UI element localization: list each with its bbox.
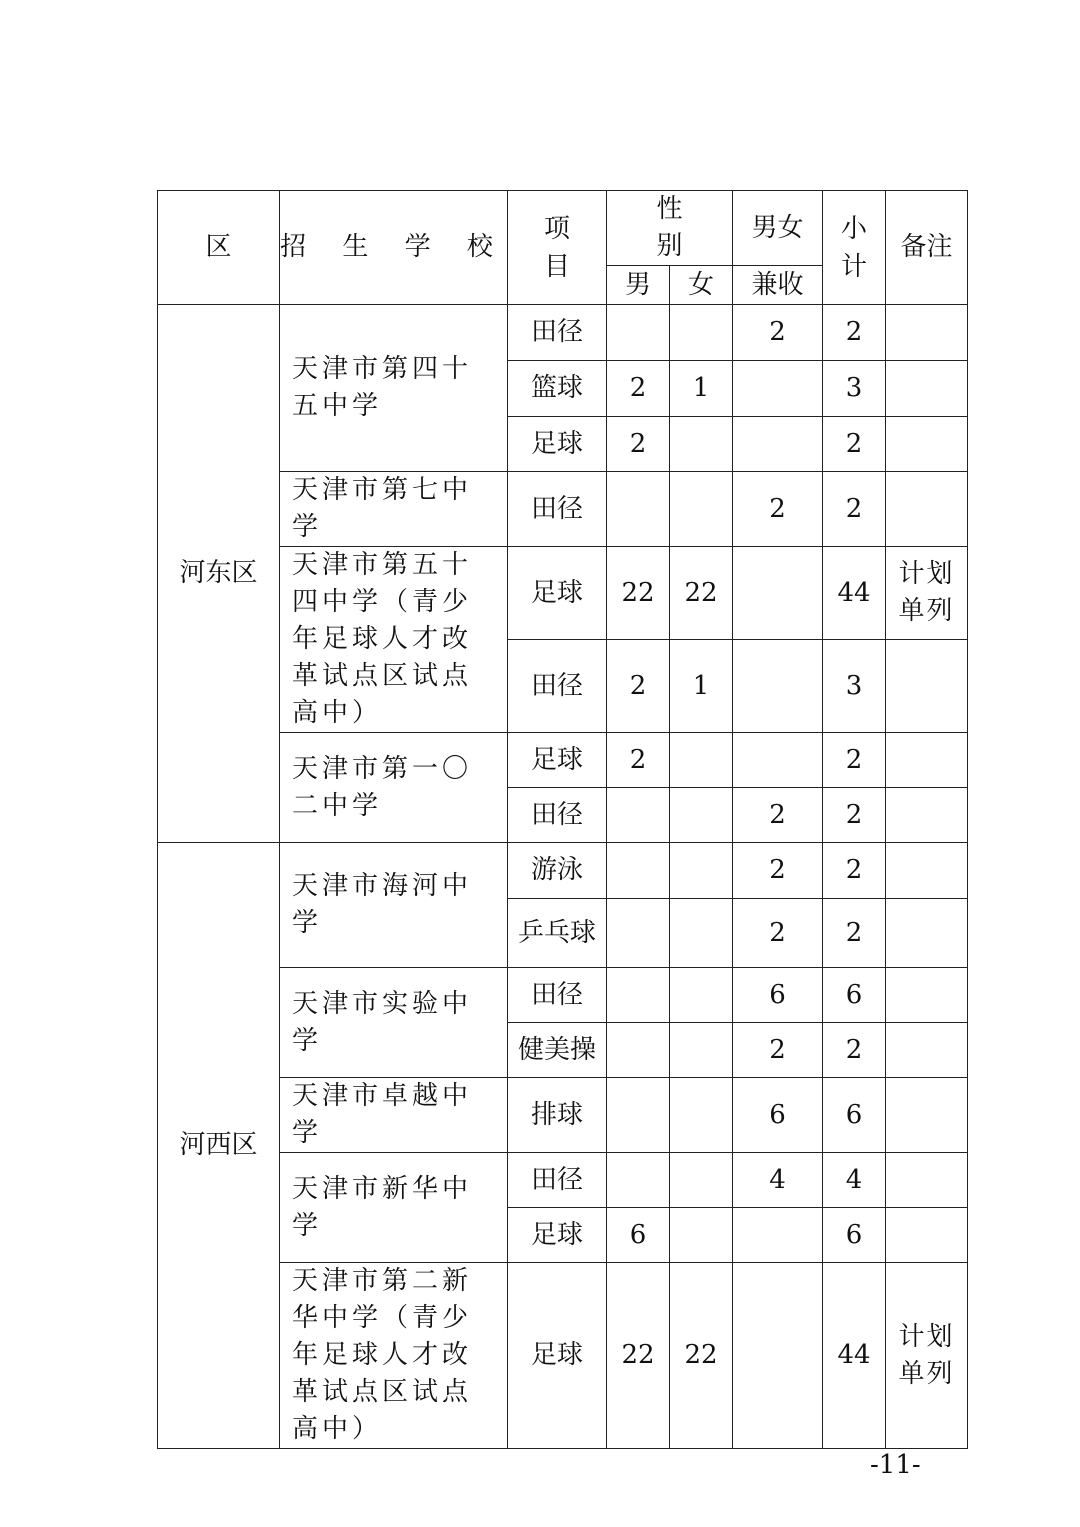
sport-cell: 篮球 [508,361,607,417]
male-cell [607,788,670,843]
note-cell [886,1023,968,1078]
subtotal-cell: 3 [823,640,886,733]
school-header: 招 生 学 校 [280,191,508,305]
note-cell [886,305,968,361]
male-cell: 2 [607,361,670,417]
subtotal-cell: 2 [823,472,886,547]
school-cell: 天津市卓越中学 [280,1078,508,1153]
mixed-cell [733,1208,823,1263]
female-header: 女 [670,266,733,305]
female-cell [670,1023,733,1078]
page-number: -11- [870,1450,921,1480]
district-cell: 河东区 [158,305,280,843]
note-cell [886,899,968,968]
mixed-cell [733,417,823,472]
note-cell [886,733,968,788]
table-row [158,472,968,547]
note-cell [886,472,968,547]
gender-header: 性 别 [607,191,733,266]
sport-cell: 足球 [508,1208,607,1263]
female-cell: 1 [670,640,733,733]
note-cell [886,417,968,472]
female-cell [670,1208,733,1263]
male-cell [607,1023,670,1078]
subtotal-cell: 44 [823,547,886,640]
sport-cell: 足球 [508,733,607,788]
subtotal-cell: 2 [823,899,886,968]
mixed-cell: 2 [733,788,823,843]
school-cell: 天津市海河中学 [280,843,508,968]
note-cell [886,968,968,1023]
district-cell: 河西区 [158,843,280,1449]
sport-cell: 田径 [508,305,607,361]
sport-cell: 田径 [508,788,607,843]
subtotal-cell: 44 [823,1263,886,1449]
subtotal-cell: 2 [823,788,886,843]
mixed-cell: 6 [733,1078,823,1153]
note-cell [886,1153,968,1208]
table-row [158,968,968,1023]
mixed-cell: 2 [733,843,823,899]
table-row [158,1153,968,1208]
mixed-cell: 2 [733,305,823,361]
sport-cell: 足球 [508,1263,607,1449]
subtotal-cell: 6 [823,1078,886,1153]
female-cell: 22 [670,547,733,640]
male-cell [607,305,670,361]
female-cell: 22 [670,1263,733,1449]
mixed-cell [733,547,823,640]
note-cell [886,1208,968,1263]
mixed-cell: 6 [733,968,823,1023]
school-cell: 天津市第一〇二中学 [280,733,508,843]
table-row [158,733,968,788]
sport-cell: 田径 [508,1153,607,1208]
table-row [158,1263,968,1449]
subtotal-cell: 2 [823,843,886,899]
sport-header [508,191,607,305]
sport-cell: 排球 [508,1078,607,1153]
enrollment-table [157,190,968,1449]
mixed-cell [733,640,823,733]
district-header: 区 [158,191,280,305]
subtotal-header-line1: 小 [841,213,868,244]
sport-cell: 健美操 [508,1023,607,1078]
female-cell [670,968,733,1023]
mixed-cell: 4 [733,1153,823,1208]
school-cell: 天津市新华中学 [280,1153,508,1263]
sport-cell: 足球 [508,547,607,640]
sport-cell: 田径 [508,640,607,733]
note-header: 备注 [886,191,968,305]
note-cell [886,843,968,899]
mixed-cell: 2 [733,899,823,968]
sport-header-line1: 项 [543,213,570,244]
note-cell [886,788,968,843]
subtotal-cell: 2 [823,733,886,788]
mixed-cell [733,733,823,788]
female-cell [670,472,733,547]
subtotal-cell: 2 [823,417,886,472]
subtotal-cell: 2 [823,305,886,361]
male-cell: 6 [607,1208,670,1263]
female-cell [670,733,733,788]
female-cell [670,899,733,968]
subtotal-cell: 6 [823,968,886,1023]
header-row [158,191,968,266]
mixed-header-line1: 男女 [733,191,823,266]
subtotal-header-line2: 计 [841,251,868,282]
table-row [158,305,968,361]
note-cell [886,1078,968,1153]
subtotal-cell: 3 [823,361,886,417]
male-cell [607,472,670,547]
mixed-header-line2: 兼收 [733,266,823,305]
mixed-cell: 2 [733,1023,823,1078]
table-row [158,1078,968,1153]
note-cell [886,361,968,417]
female-cell [670,1153,733,1208]
subtotal-cell: 4 [823,1153,886,1208]
male-cell: 2 [607,640,670,733]
male-cell: 2 [607,417,670,472]
male-cell [607,1078,670,1153]
sport-cell: 游泳 [508,843,607,899]
male-header: 男 [607,266,670,305]
male-cell [607,1153,670,1208]
female-cell: 1 [670,361,733,417]
mixed-cell [733,1263,823,1449]
female-cell [670,788,733,843]
female-cell [670,843,733,899]
male-cell: 22 [607,547,670,640]
table-row [158,547,968,640]
subtotal-header [823,191,886,305]
subtotal-cell: 2 [823,1023,886,1078]
male-cell: 22 [607,1263,670,1449]
sport-cell: 田径 [508,472,607,547]
note-cell: 计划单列 [886,547,968,640]
female-cell [670,305,733,361]
sport-cell: 乒乓球 [508,899,607,968]
mixed-cell: 2 [733,472,823,547]
subtotal-cell: 6 [823,1208,886,1263]
female-cell [670,1078,733,1153]
sport-cell: 足球 [508,417,607,472]
sport-header-line2: 目 [543,251,570,282]
note-cell: 计划单列 [886,1263,968,1449]
note-cell [886,640,968,733]
school-cell: 天津市第二新华中学（青少年足球人才改革试点区试点高中） [280,1263,508,1449]
sport-cell: 田径 [508,968,607,1023]
mixed-cell [733,361,823,417]
school-cell: 天津市实验中学 [280,968,508,1078]
table-row [158,843,968,899]
school-cell: 天津市第五十四中学（青少年足球人才改革试点区试点高中） [280,547,508,733]
school-cell: 天津市第七中学 [280,472,508,547]
female-cell [670,417,733,472]
male-cell: 2 [607,733,670,788]
male-cell [607,968,670,1023]
male-cell [607,899,670,968]
male-cell [607,843,670,899]
school-cell: 天津市第四十五中学 [280,305,508,472]
